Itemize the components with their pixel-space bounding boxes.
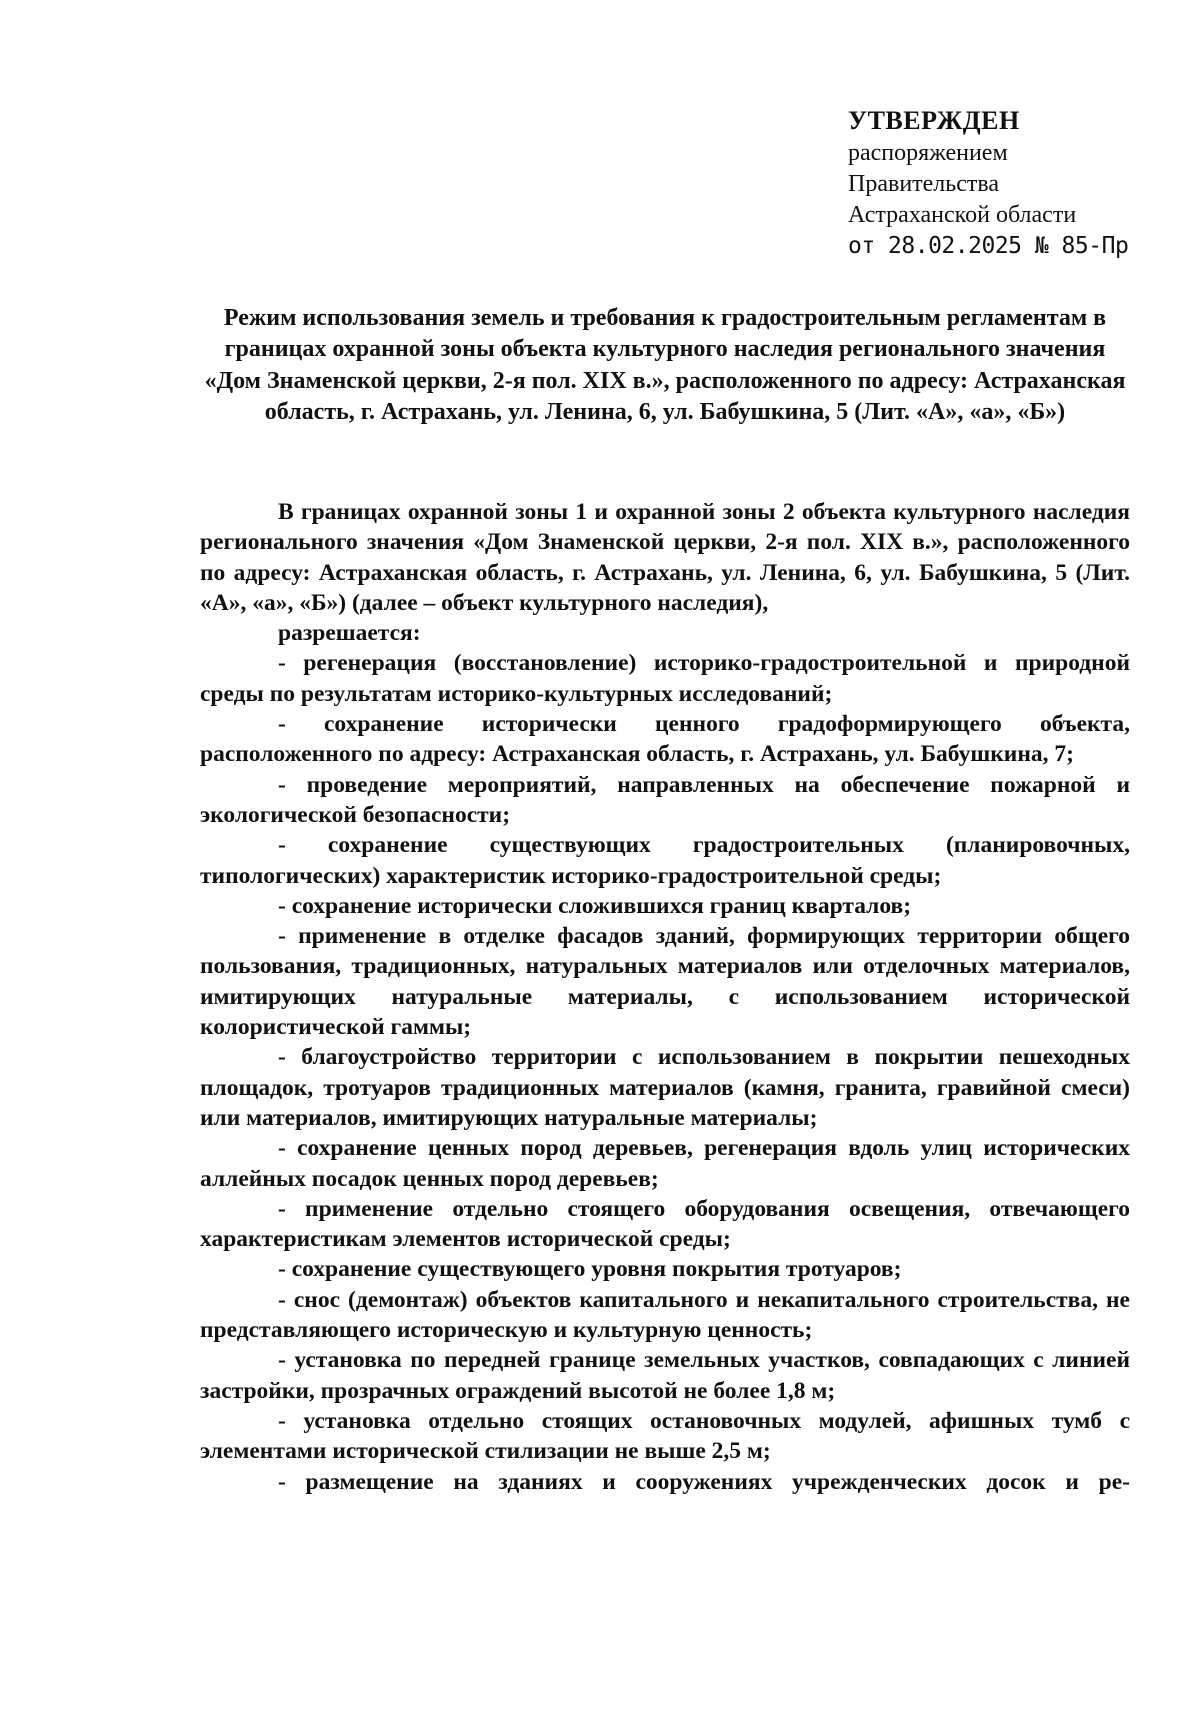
approval-line: распоряжением — [848, 140, 1008, 166]
approval-line: Правительства — [848, 171, 1000, 197]
approval-date-number: от 28.02.2025 № 85-Пр — [848, 233, 1129, 259]
list-item: - регенерация (восстановление) историко-градостроительной и природной среды по результатам историко-культурных исследований; — [200, 650, 1130, 707]
approval-stamp — [848, 104, 1168, 262]
list-item: - благоустройство территории с использованием в покрытии пешеходных площадок, тротуаров традиционных материалов (камня, гранита, гравийной смеси) или материалов, имитирующих натуральные материалы; — [200, 1044, 1130, 1131]
intro-paragraph: В границах охранной зоны 1 и охранной зоны 2 объекта культурного наследия регионального значения «Дом Знаменской церкви, 2-я пол. XIX в.», расположенного по адресу: Астраханская область, г. Астрахань, ул. Ленина, 6, ул. Бабушкина, 5 (Лит. «А», «а», «Б») (далее – объект культурного наследия), — [200, 499, 1130, 616]
list-item: - применение отдельно стоящего оборудования освещения, отвечающего характеристикам элементов исторической среды; — [200, 1195, 1130, 1253]
list-item: - сохранение исторически сложившихся границ кварталов; — [278, 892, 912, 919]
list-item: - снос (демонтаж) объектов капитального и некапитального строительства, не представляющего историческую и культурную ценность; — [200, 1286, 1130, 1344]
list-item: - размещение на зданиях и сооружениях учрежденческих досок и ре- — [278, 1468, 1130, 1495]
list-item: - сохранение существующего уровня покрытия тротуаров; — [278, 1256, 902, 1283]
list-item: - сохранение ценных пород деревьев, регенерация вдоль улиц исторических аллейных посадок ценных пород деревьев; — [200, 1135, 1130, 1192]
permitted-label: разрешается: — [278, 620, 421, 647]
approval-line: Астраханской области — [848, 202, 1077, 228]
approval-heading: УТВЕРЖДЕН — [848, 106, 1020, 135]
list-item: - проведение мероприятий, направленных на обеспечение пожарной и экологической безопасности; — [200, 771, 1130, 828]
list-item: - сохранение исторически ценного градоформирующего объекта, расположенного по адресу: Астраханская область, г. Астрахань, ул. Бабушкина, 7; — [200, 711, 1130, 768]
list-item: - установка по передней границе земельных участков, совпадающих с линией застройки, прозрачных ограждений высотой не более 1,8 м; — [200, 1347, 1130, 1404]
list-item: - установка отдельно стоящих остановочных модулей, афишных тумб с элементами исторической стилизации не выше 2,5 м; — [200, 1407, 1130, 1465]
list-item: - сохранение существующих градостроительных (планировочных, типологических) характеристик историко-градостроительной среды; — [200, 832, 1130, 889]
document-title: Режим использования земель и требования к градостроительным регламентам в границах охранной зоны объекта культурного наследия регионального значения «Дом Знаменской церкви, 2-я пол. XIX в.», расположенного по адресу: Астраханская область, г. Астрахань, ул. Ленина, 6, ул. Бабушкина, 5 (Лит. «А», «а», «Б») — [204, 305, 1126, 426]
list-item: - применение в отделке фасадов зданий, формирующих территории общего пользования, традиционных, натуральных материалов или отделочных материалов, имитирующих натуральные материалы, с использованием исторической колористической гаммы; — [200, 923, 1130, 1041]
document-body — [200, 497, 1130, 1497]
